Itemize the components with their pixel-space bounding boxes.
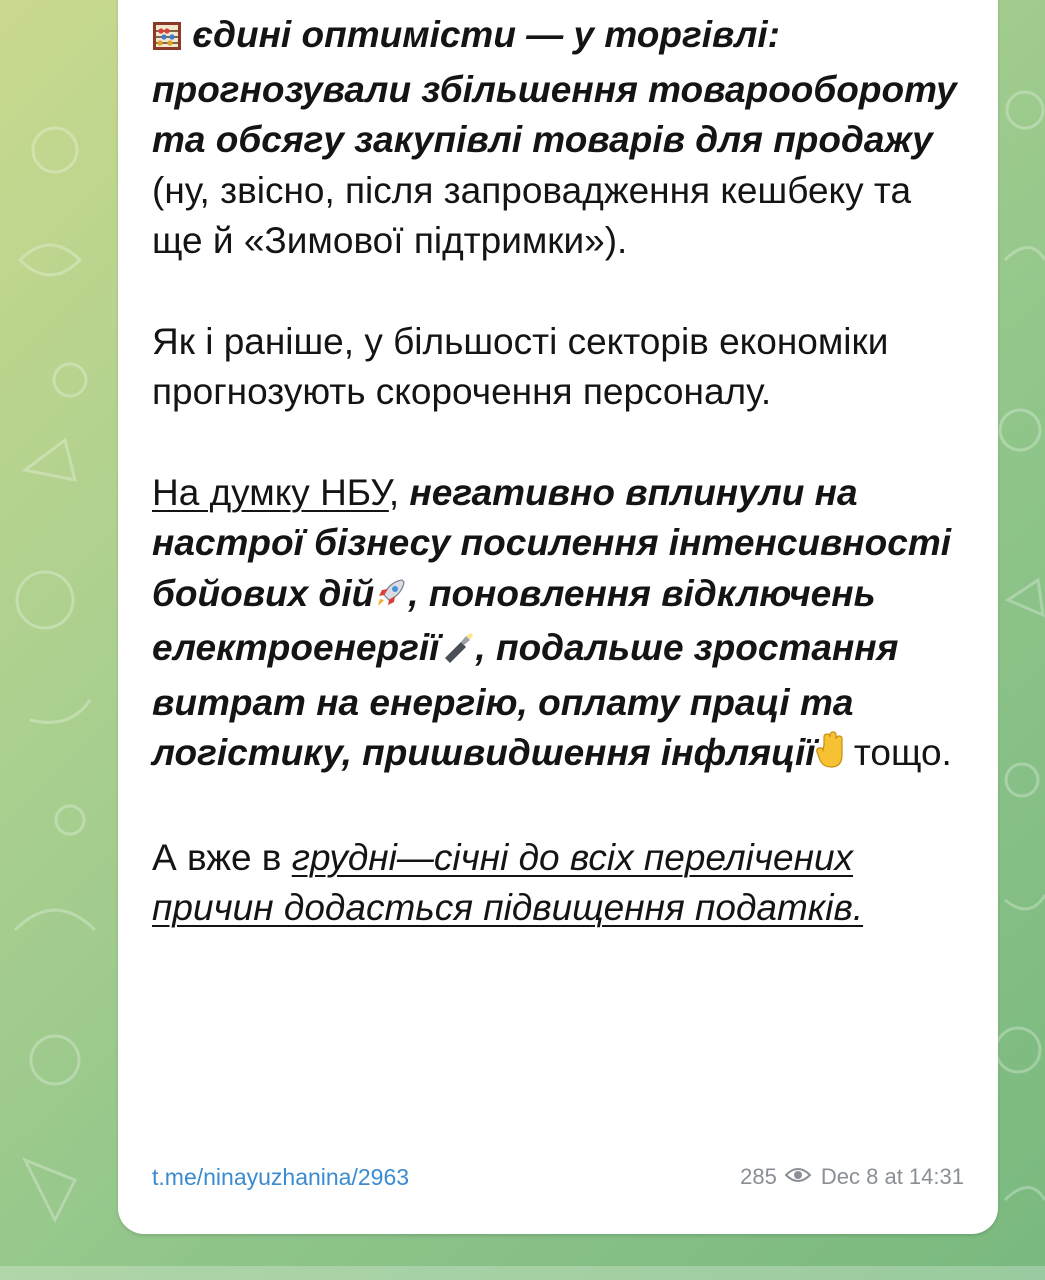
rocket-icon [374,573,408,624]
already-text: А вже в [152,836,292,878]
negative-factors-text-2: , поновлення відключень електроенергії [152,572,876,668]
nbu-opinion-link[interactable]: На думку НБУ [152,471,389,513]
message-footer [152,1164,964,1194]
paragraph-retail-optimists [152,10,962,267]
comma-separator: , [388,471,410,513]
retail-forecast-text: єдині оптимісти — у торгівлі: прогнозували збільшення товарообороту та обсягу закупівлі товарів для продажу [152,14,957,160]
negative-factors-text-1: негативно вплинули на настрої бізнесу посилення інтенсивності бойових дій [152,471,952,614]
message-time: Dec 8 at 14:31 [820,1164,964,1189]
raised-hand-icon [816,731,844,783]
bottom-strip [0,1266,1045,1280]
message-body [152,10,962,934]
message-bubble [118,0,998,1234]
negative-factors-text-3: , подальше зростання витрат на енергію, оплату праці та логістику, пришвидшення інфляції [152,627,899,773]
paragraph-taxes [152,833,962,934]
post-link[interactable]: t.me/ninayuzhanina/2963 [152,1164,410,1190]
flashlight-icon [439,627,475,678]
cashback-note: (ну, звісно, після запровадження кешбеку та ще й «Зимової підтримки»). [152,169,912,261]
paragraph-staff-cuts: Як і раніше, у більшості секторів економіки прогнозують скорочення персоналу. [152,320,889,412]
message-meta [740,1164,964,1190]
view-count-value: 285 [740,1164,777,1189]
tax-increase-link[interactable]: грудні—січні до всіх перелічених причин додасться підвищення податків. [152,836,864,928]
abacus-icon [152,14,182,65]
view-count [740,1164,811,1190]
paragraph-nbu-opinion [152,468,962,783]
etc-text: тощо. [843,732,952,773]
eye-icon [785,1164,811,1190]
